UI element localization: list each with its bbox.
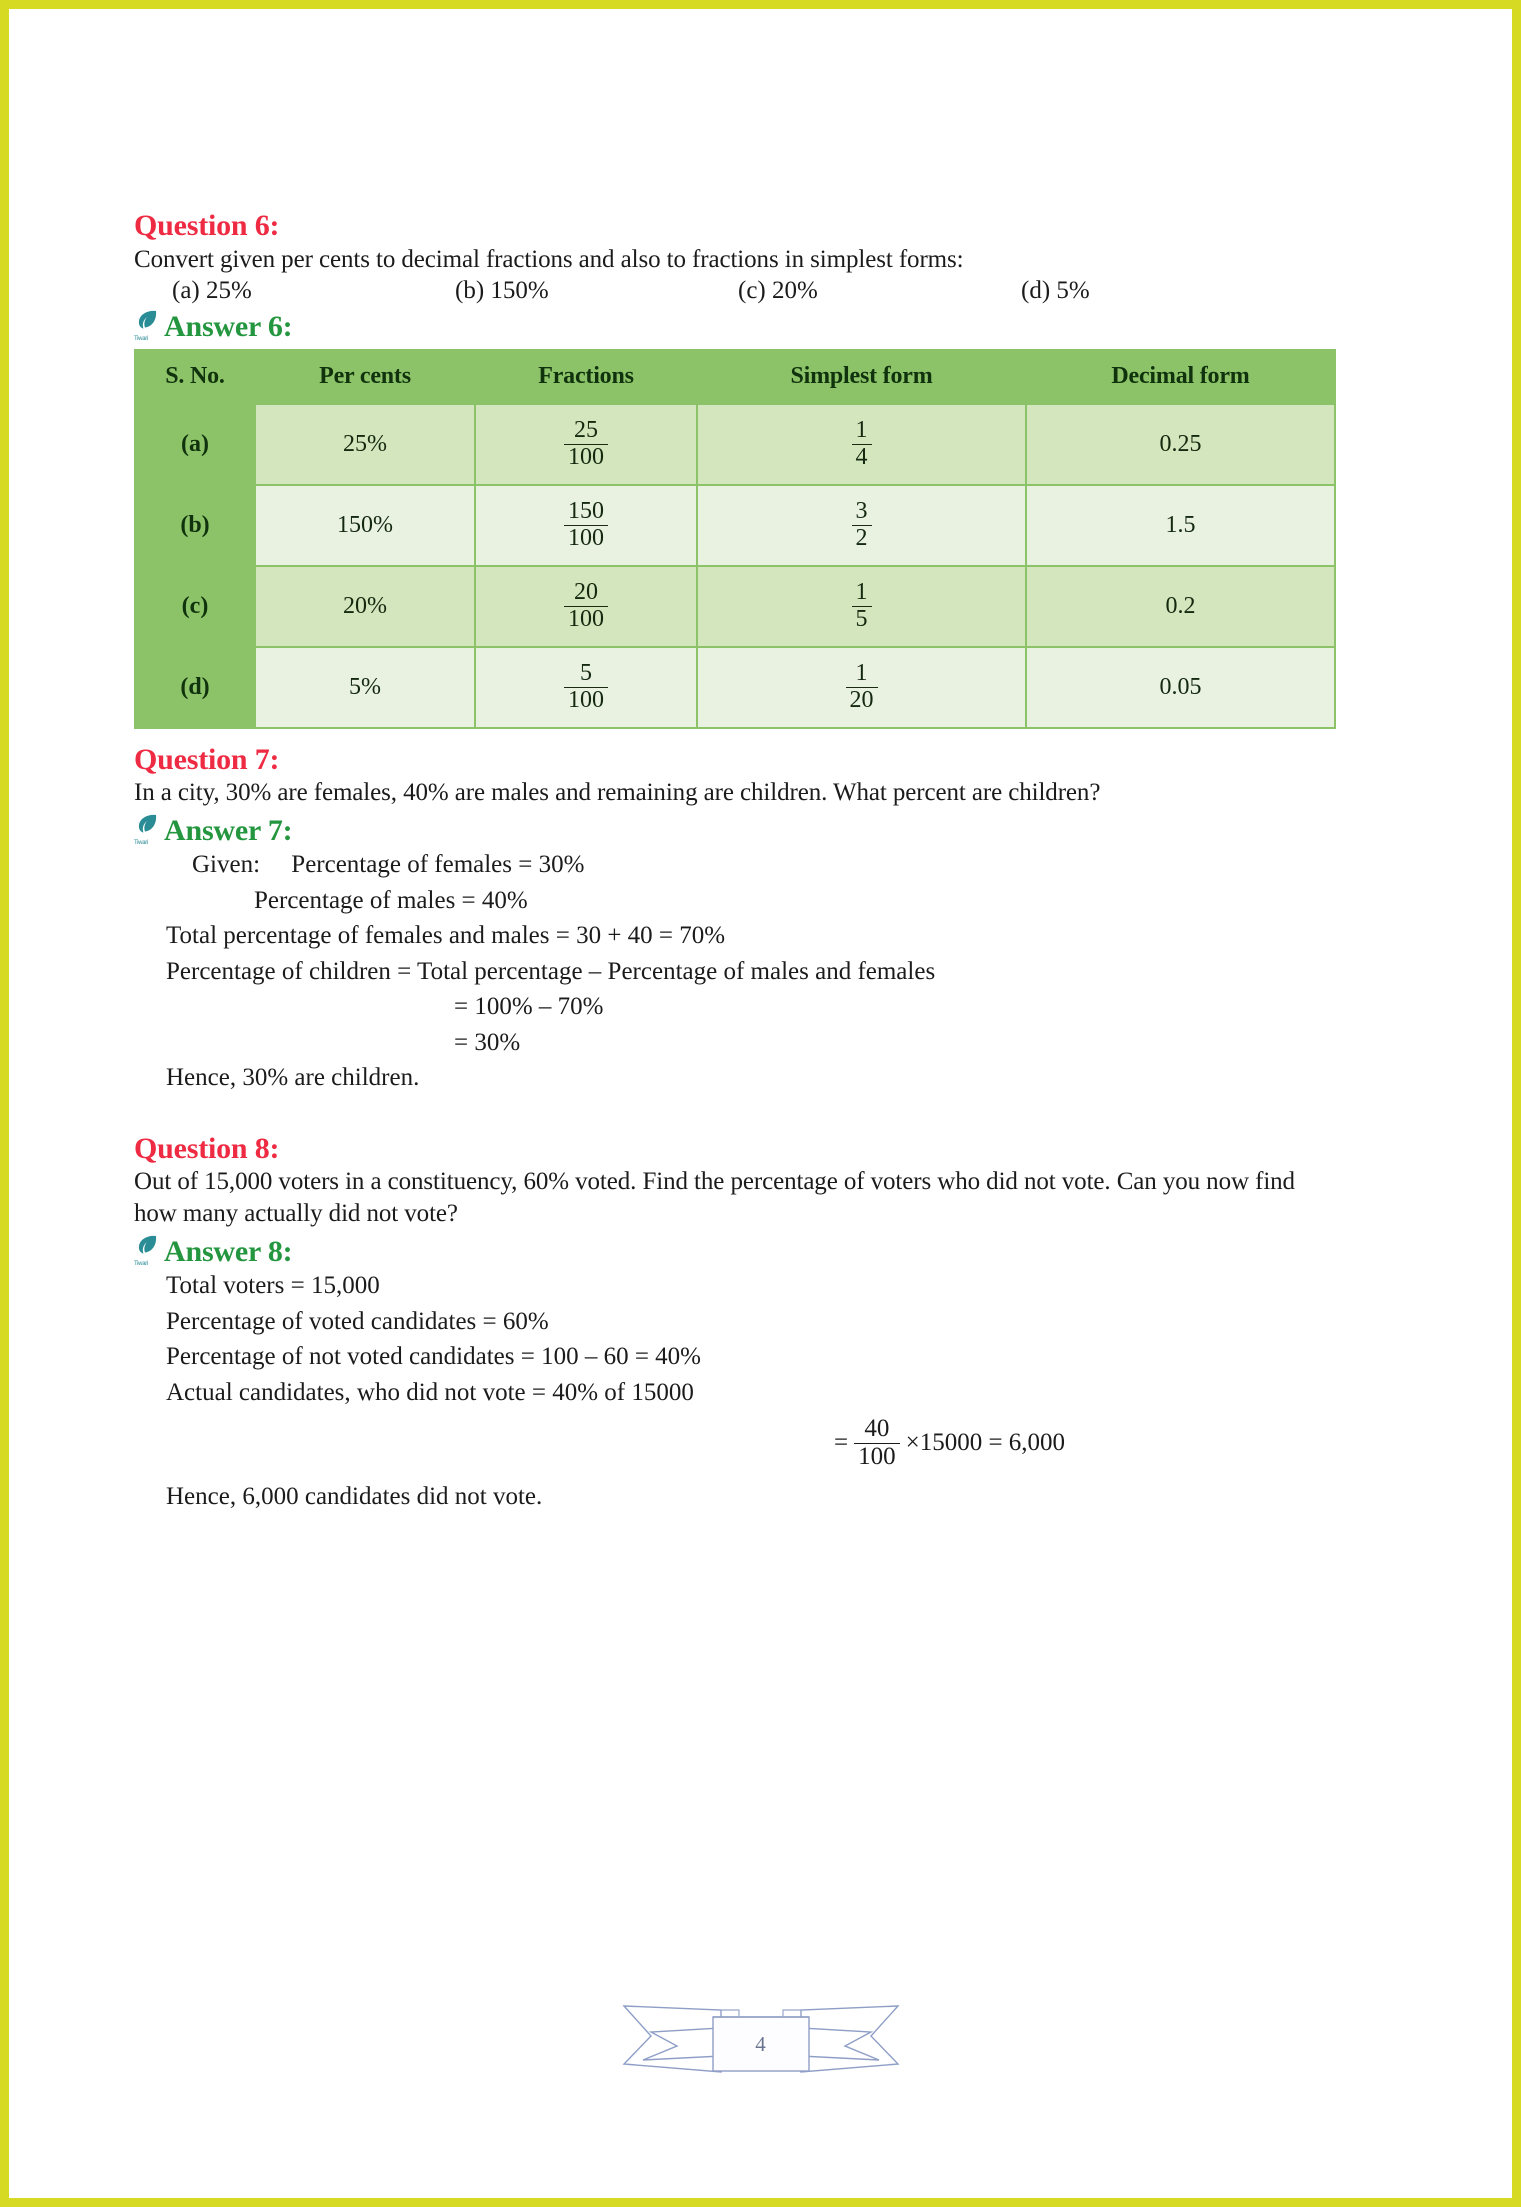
fraction: $\frac{3}{2}$ (852, 499, 872, 551)
answer-6-heading-row (134, 308, 1392, 343)
q7-step-5: = 100% – 70% (454, 993, 604, 1020)
col-header-simplest: Simplest form (698, 351, 1025, 403)
cell-simplest (698, 567, 1025, 646)
page-footer (9, 1984, 1512, 2079)
cell-fraction (476, 405, 696, 484)
cell-decimal: 0.25 (1027, 405, 1334, 484)
brand-text: Tiwari (134, 335, 148, 342)
question-6-options (134, 277, 1392, 305)
col-header-percent: Per cents (256, 351, 474, 403)
col-header-sno: S. No. (136, 351, 254, 403)
cell-simplest (698, 648, 1025, 727)
question-7-prompt: In a city, 30% are females, 40% are males and remaining are children. What percent are children? (134, 779, 1101, 806)
cell-simplest (698, 486, 1025, 565)
fraction: $\frac{40}{100}$ (854, 1416, 900, 1471)
q8-step-2: Percentage of voted candidates = 60% (166, 1307, 549, 1335)
table-row (136, 567, 1334, 646)
fraction: $\frac{25}{100}$ (564, 418, 608, 470)
question-7-heading: Question 7: (134, 742, 280, 776)
question-6-prompt: Convert given per cents to decimal fractions and also to fractions in simplest forms: (134, 245, 964, 273)
page-content (9, 9, 1512, 2198)
q7-step-2: Percentage of males = 40% (254, 886, 528, 914)
cell-sno: (c) (136, 567, 254, 646)
q8-equation (134, 1416, 1392, 1471)
q7-step-3: Total percentage of females and males = 30 + 40 = 70% (166, 922, 726, 949)
fraction: $\frac{1}{4}$ (852, 418, 872, 470)
answer-8-heading-row (134, 1233, 1392, 1268)
q8-conclusion: Hence, 6,000 candidates did not vote. (166, 1482, 543, 1510)
q7-step-4: Percentage of children = Total percentage – Percentage of males and females (166, 957, 936, 985)
cell-sno: (a) (136, 405, 254, 484)
table-row (136, 648, 1334, 727)
question-6-heading: Question 6: (134, 209, 280, 242)
cell-percent: 20% (256, 567, 474, 646)
cell-decimal: 0.2 (1027, 567, 1334, 646)
percent-conversion-table (134, 349, 1336, 729)
table-row (136, 405, 1334, 484)
cell-percent: 5% (256, 648, 474, 727)
cell-fraction (476, 486, 696, 565)
table-header-row (136, 351, 1334, 403)
brand-text: Tiwari (134, 840, 148, 846)
option-a: (a) 25% (172, 276, 252, 304)
col-header-decimal: Decimal form (1027, 351, 1334, 403)
q7-step-6: = 30% (454, 1028, 521, 1056)
equation-remainder: ×15000 = 6,000 (905, 1429, 1066, 1457)
fraction: $\frac{1}{5}$ (852, 580, 872, 632)
answer-6-heading: Answer 6: (164, 309, 293, 343)
option-c: (c) 20% (738, 276, 818, 304)
leaf-icon (134, 308, 160, 342)
cell-percent: 150% (256, 486, 474, 565)
question-8-prompt: Out of 15,000 voters in a constituency, 60% voted. Find the percentage of voters who did not vote. Can you now find how many actually did not vote? (134, 1168, 1295, 1227)
option-b: (b) 150% (455, 276, 549, 304)
cell-decimal: 0.05 (1027, 648, 1334, 727)
answer-7-heading: Answer 7: (164, 814, 293, 847)
q8-step-4: Actual candidates, who did not vote = 40% of 15000 (166, 1378, 694, 1406)
fraction: $\frac{20}{100}$ (564, 580, 608, 632)
cell-decimal: 1.5 (1027, 486, 1334, 565)
option-d: (d) 5% (1021, 276, 1090, 304)
cell-sno: (b) (136, 486, 254, 565)
q7-conclusion: Hence, 30% are children. (166, 1064, 420, 1091)
table-row (136, 486, 1334, 565)
cell-simplest (698, 405, 1025, 484)
col-header-fraction: Fractions (476, 351, 696, 403)
cell-fraction (476, 567, 696, 646)
q8-step-3: Percentage of not voted candidates = 100 – 60 = 40% (166, 1343, 701, 1370)
fraction: $\frac{1}{20}$ (846, 661, 878, 713)
cell-sno: (d) (136, 648, 254, 727)
answer-8-heading: Answer 8: (164, 1235, 293, 1268)
question-8-heading: Question 8: (134, 1131, 280, 1165)
answer-7-heading-row (134, 812, 1392, 847)
fraction: $\frac{150}{100}$ (564, 499, 608, 551)
cell-percent: 25% (256, 405, 474, 484)
leaf-icon (134, 812, 160, 846)
q8-step-1: Total voters = 15,000 (166, 1272, 380, 1299)
q7-step-1: Given: Percentage of females = 30% (192, 851, 585, 878)
page-number: 4 (755, 2032, 766, 2056)
brand-text: Tiwari (134, 1261, 148, 1267)
ribbon-banner (621, 1984, 901, 2079)
fraction: $\frac{5}{100}$ (564, 661, 608, 713)
cell-fraction (476, 648, 696, 727)
leaf-icon (134, 1233, 160, 1267)
equals-sign: = (834, 1429, 849, 1457)
